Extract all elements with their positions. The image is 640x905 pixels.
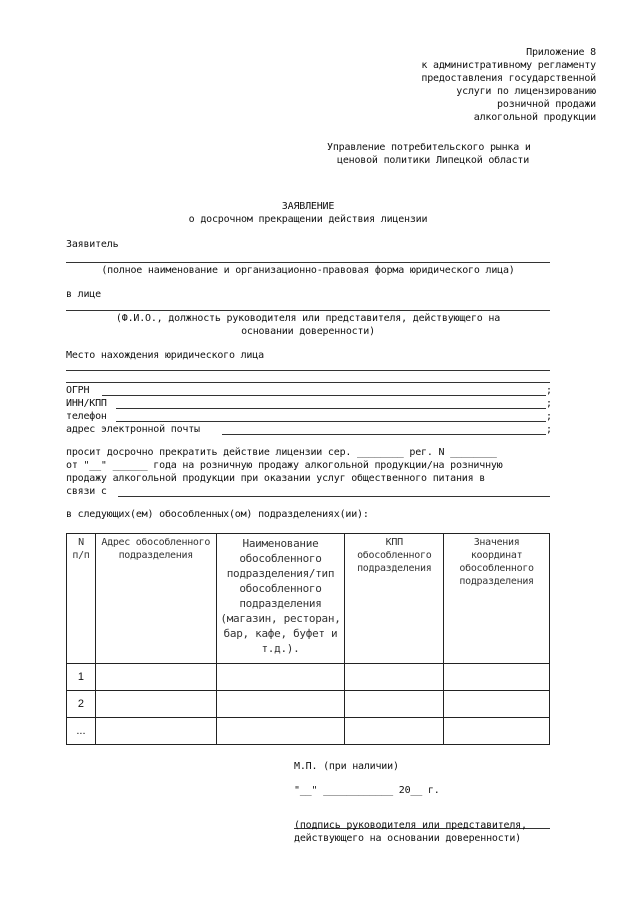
- ogrn-end: ;: [546, 385, 552, 396]
- appendix-header-line: услуги по лицензированию: [456, 86, 596, 97]
- inn-kpp-field[interactable]: [116, 408, 546, 409]
- appendix-header-line: алкогольной продукции: [473, 112, 596, 123]
- table-header-cell: N п/п: [67, 534, 96, 664]
- ogrn-field[interactable]: [102, 395, 546, 396]
- signature-hint: [294, 819, 527, 845]
- table-cell[interactable]: [345, 691, 444, 718]
- table-cell[interactable]: [444, 718, 550, 745]
- signature-hint-line: действующего на основании доверенности): [294, 833, 521, 844]
- inn-kpp-label: ИНН/КПП: [66, 398, 107, 409]
- subdivisions-table: [66, 533, 550, 745]
- location-label: Место нахождения юридического лица: [66, 350, 264, 361]
- addressee-block: [327, 141, 531, 167]
- represented-by-hint: [66, 312, 550, 338]
- table-row: [67, 691, 550, 718]
- document-title-main: ЗАЯВЛЕНИЕ: [281, 201, 335, 212]
- stamp-label: М.П. (при наличии): [294, 761, 399, 772]
- inn-kpp-end: ;: [546, 398, 552, 409]
- table-cell[interactable]: [95, 718, 216, 745]
- document-title-sub: о досрочном прекращении действия лицензии: [188, 214, 428, 225]
- subdivisions-intro: в следующих(ем) обособленных(ом) подразделениях(ии):: [66, 509, 369, 520]
- table-header-row: [67, 534, 550, 664]
- applicant-name-hint: (полное наименование и организационно-правовая форма юридического лица): [101, 265, 515, 276]
- applicant-name-field[interactable]: [66, 262, 550, 263]
- location-field-1[interactable]: [66, 370, 550, 371]
- table-cell[interactable]: [216, 691, 345, 718]
- represented-by-hint-line: (Ф.И.О., должность руководителя или представителя, действующего на: [115, 313, 501, 324]
- location-field-2[interactable]: [66, 382, 550, 383]
- email-label: адрес электронной почты: [66, 424, 200, 435]
- ogrn-label: ОГРН: [66, 385, 90, 396]
- table-cell[interactable]: [444, 691, 550, 718]
- table-cell: ...: [67, 718, 96, 745]
- table-cell: 1: [67, 664, 96, 691]
- table-cell[interactable]: [95, 691, 216, 718]
- table-header-cell: Значения координат обособленного подразделения: [444, 534, 550, 664]
- table-cell[interactable]: [345, 664, 444, 691]
- phone-end: ;: [546, 411, 552, 422]
- table-header-cell: КПП обособленного подразделения: [345, 534, 444, 664]
- signature-date[interactable]: "__" ____________ 20__ г.: [294, 785, 440, 796]
- phone-field[interactable]: [116, 421, 546, 422]
- request-line: продажу алкогольной продукции при оказании услуг общественного питания в: [66, 473, 486, 484]
- applicant-label: Заявитель: [66, 239, 119, 250]
- table-row: [67, 664, 550, 691]
- table-row: [67, 718, 550, 745]
- table-cell[interactable]: [216, 718, 345, 745]
- table-cell[interactable]: [95, 664, 216, 691]
- request-line: от "__" ______ года на розничную продажу алкогольной продукции/на розничную: [66, 460, 503, 471]
- table-cell[interactable]: [345, 718, 444, 745]
- appendix-header-line: предоставления государственной: [421, 73, 596, 84]
- request-line: просит досрочно прекратить действие лицензии сер. ________ рег. N ________: [66, 447, 497, 458]
- represented-by-hint-line: основании доверенности): [241, 326, 375, 337]
- represented-by-field[interactable]: [66, 310, 550, 311]
- table-header-cell: Адрес обособленного подразделения: [95, 534, 216, 664]
- email-end: ;: [546, 424, 552, 435]
- addressee-line: Управление потребительского рынка и: [327, 142, 531, 153]
- represented-by-label: в лице: [66, 289, 101, 300]
- appendix-header-line: Приложение 8: [526, 47, 596, 58]
- signature-hint-line: (подпись руководителя или представителя,: [294, 820, 527, 831]
- phone-label: телефон: [66, 411, 107, 422]
- appendix-header-line: к административному регламенту: [421, 60, 596, 71]
- addressee-line: ценовой политики Липецкой области: [337, 155, 530, 166]
- document-title: [66, 200, 550, 226]
- table-cell[interactable]: [444, 664, 550, 691]
- appendix-header-line: розничной продажи: [497, 99, 596, 110]
- table-cell: 2: [67, 691, 96, 718]
- request-reason-field[interactable]: [118, 496, 550, 497]
- appendix-header: [296, 46, 596, 124]
- table-cell[interactable]: [216, 664, 345, 691]
- email-field[interactable]: [222, 434, 546, 435]
- request-reason-label: связи с: [66, 486, 107, 497]
- table-header-cell: Наименование обособленного подразделения/тип обособленного подразделения (магазин, ресторан, бар, кафе, буфет и т.д.).: [216, 534, 345, 664]
